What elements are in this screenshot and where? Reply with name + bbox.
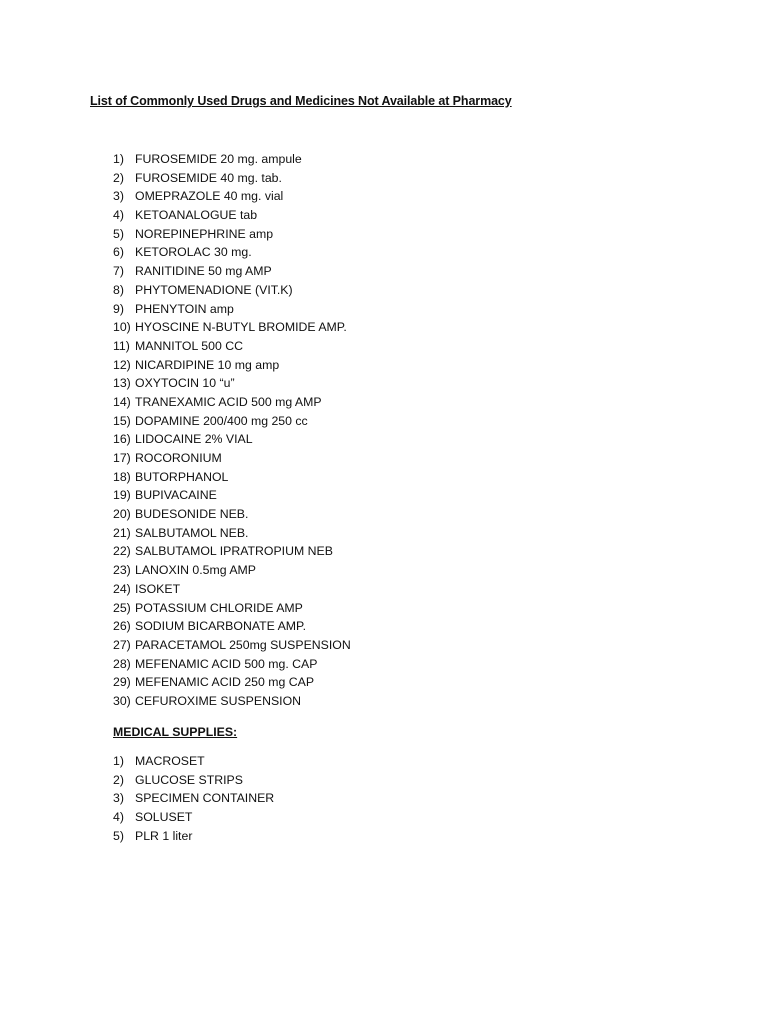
item-number: 11) (113, 338, 130, 353)
list-item (113, 561, 351, 580)
list-item (113, 599, 351, 618)
item-number: 24) (113, 581, 131, 596)
supplies-heading: MEDICAL SUPPLIES: (113, 725, 238, 739)
list-item (113, 580, 351, 599)
item-number: 21) (113, 525, 131, 540)
item-text: OXYTOCIN 10 “u” (135, 376, 235, 391)
list-item (113, 318, 351, 337)
item-number: 15) (113, 413, 131, 428)
drug-list (113, 150, 351, 711)
list-item (113, 393, 351, 412)
list-item (113, 169, 351, 188)
item-text: BUTORPHANOL (135, 469, 229, 484)
item-number: 5) (113, 226, 124, 241)
list-item (113, 505, 351, 524)
item-number: 22) (113, 544, 131, 559)
item-number: 19) (113, 488, 131, 503)
item-number: 5) (113, 828, 124, 843)
item-text: NOREPINEPHRINE amp (135, 226, 274, 241)
item-text: SODIUM BICARBONATE AMP. (135, 619, 307, 634)
item-number: 30) (113, 693, 131, 708)
list-item (113, 150, 351, 169)
list-item (113, 206, 351, 225)
item-number: 4) (113, 810, 124, 825)
list-item (113, 636, 351, 655)
item-text: SALBUTAMOL NEB. (135, 525, 249, 540)
list-item (113, 262, 351, 281)
item-text: NICARDIPINE 10 mg amp (135, 357, 280, 372)
item-number: 2) (113, 772, 124, 787)
item-text: KETOROLAC 30 mg. (135, 245, 252, 260)
list-item (113, 468, 351, 487)
item-number: 3) (113, 189, 124, 204)
item-text: GLUCOSE STRIPS (135, 772, 243, 787)
item-text: SOLUSET (135, 810, 193, 825)
list-item (113, 752, 274, 771)
item-number: 26) (113, 619, 131, 634)
item-number: 2) (113, 170, 124, 185)
item-number: 20) (113, 507, 131, 522)
item-number: 13) (113, 376, 131, 391)
item-number: 27) (113, 637, 131, 652)
item-number: 18) (113, 469, 131, 484)
item-text: PHYTOMENADIONE (VIT.K) (135, 282, 293, 297)
item-number: 1) (113, 152, 124, 166)
list-item (113, 281, 351, 300)
item-number: 4) (113, 208, 124, 223)
item-text: SALBUTAMOL IPRATROPIUM NEB (135, 544, 333, 559)
list-item (113, 337, 351, 356)
list-item (113, 789, 274, 808)
list-item (113, 542, 351, 561)
list-item (113, 187, 351, 206)
item-text: OMEPRAZOLE 40 mg. vial (135, 189, 284, 204)
list-item (113, 374, 351, 393)
item-text: MEFENAMIC ACID 250 mg CAP (135, 675, 315, 690)
item-text: FUROSEMIDE 40 mg. tab. (135, 170, 282, 185)
list-item (113, 300, 351, 319)
item-number: 7) (113, 264, 124, 279)
supplies-list (113, 752, 274, 845)
item-text: BUDESONIDE NEB. (135, 507, 249, 522)
list-item (113, 771, 274, 790)
item-text: ISOKET (135, 581, 181, 596)
item-number: 3) (113, 791, 124, 806)
item-text: BUPIVACAINE (135, 488, 217, 503)
list-item (113, 430, 351, 449)
item-text: HYOSCINE N-BUTYL BROMIDE AMP. (135, 320, 347, 335)
item-text: SPECIMEN CONTAINER (135, 791, 275, 806)
item-text: DOPAMINE 200/400 mg 250 cc (135, 413, 308, 428)
item-number: 14) (113, 394, 131, 409)
list-item (113, 673, 351, 692)
item-number: 25) (113, 600, 131, 615)
item-number: 1) (113, 754, 124, 768)
item-text: MACROSET (135, 754, 205, 768)
item-number: 29) (113, 675, 131, 690)
list-item (113, 486, 351, 505)
list-item (113, 524, 351, 543)
item-text: PLR 1 liter (135, 828, 193, 843)
item-text: POTASSIUM CHLORIDE AMP (135, 600, 303, 615)
list-item (113, 225, 351, 244)
item-text: LANOXIN 0.5mg AMP (135, 563, 256, 578)
list-item (113, 356, 351, 375)
item-text: RANITIDINE 50 mg AMP (135, 264, 272, 279)
item-number: 16) (113, 432, 131, 447)
item-number: 28) (113, 656, 131, 671)
item-text: CEFUROXIME SUSPENSION (135, 693, 302, 708)
item-number: 10) (113, 320, 131, 335)
item-number: 9) (113, 301, 124, 316)
list-item (113, 449, 351, 468)
item-number: 8) (113, 282, 124, 297)
item-number: 17) (113, 451, 131, 465)
list-item (113, 808, 274, 827)
list-item (113, 692, 351, 711)
item-text: MEFENAMIC ACID 500 mg. CAP (135, 656, 318, 671)
item-text: TRANEXAMIC ACID 500 mg AMP (135, 394, 322, 409)
item-text: KETOANALOGUE tab (135, 208, 258, 223)
list-item (113, 617, 351, 636)
item-number: 12) (113, 357, 131, 372)
item-text: ROCORONIUM (135, 451, 222, 465)
item-text: PHENYTOIN amp (135, 301, 234, 316)
item-number: 23) (113, 563, 131, 578)
item-text: LIDOCAINE 2% VIAL (135, 432, 253, 447)
list-item (113, 412, 351, 431)
item-number: 6) (113, 245, 124, 260)
item-text: MANNITOL 500 CC (135, 338, 243, 353)
document-title: List of Commonly Used Drugs and Medicines Not Available at Pharmacy (90, 94, 512, 108)
item-text: PARACETAMOL 250mg SUSPENSION (135, 637, 351, 652)
list-item (113, 655, 351, 674)
list-item (113, 827, 274, 846)
list-item (113, 243, 351, 262)
item-text: FUROSEMIDE 20 mg. ampule (135, 152, 302, 166)
